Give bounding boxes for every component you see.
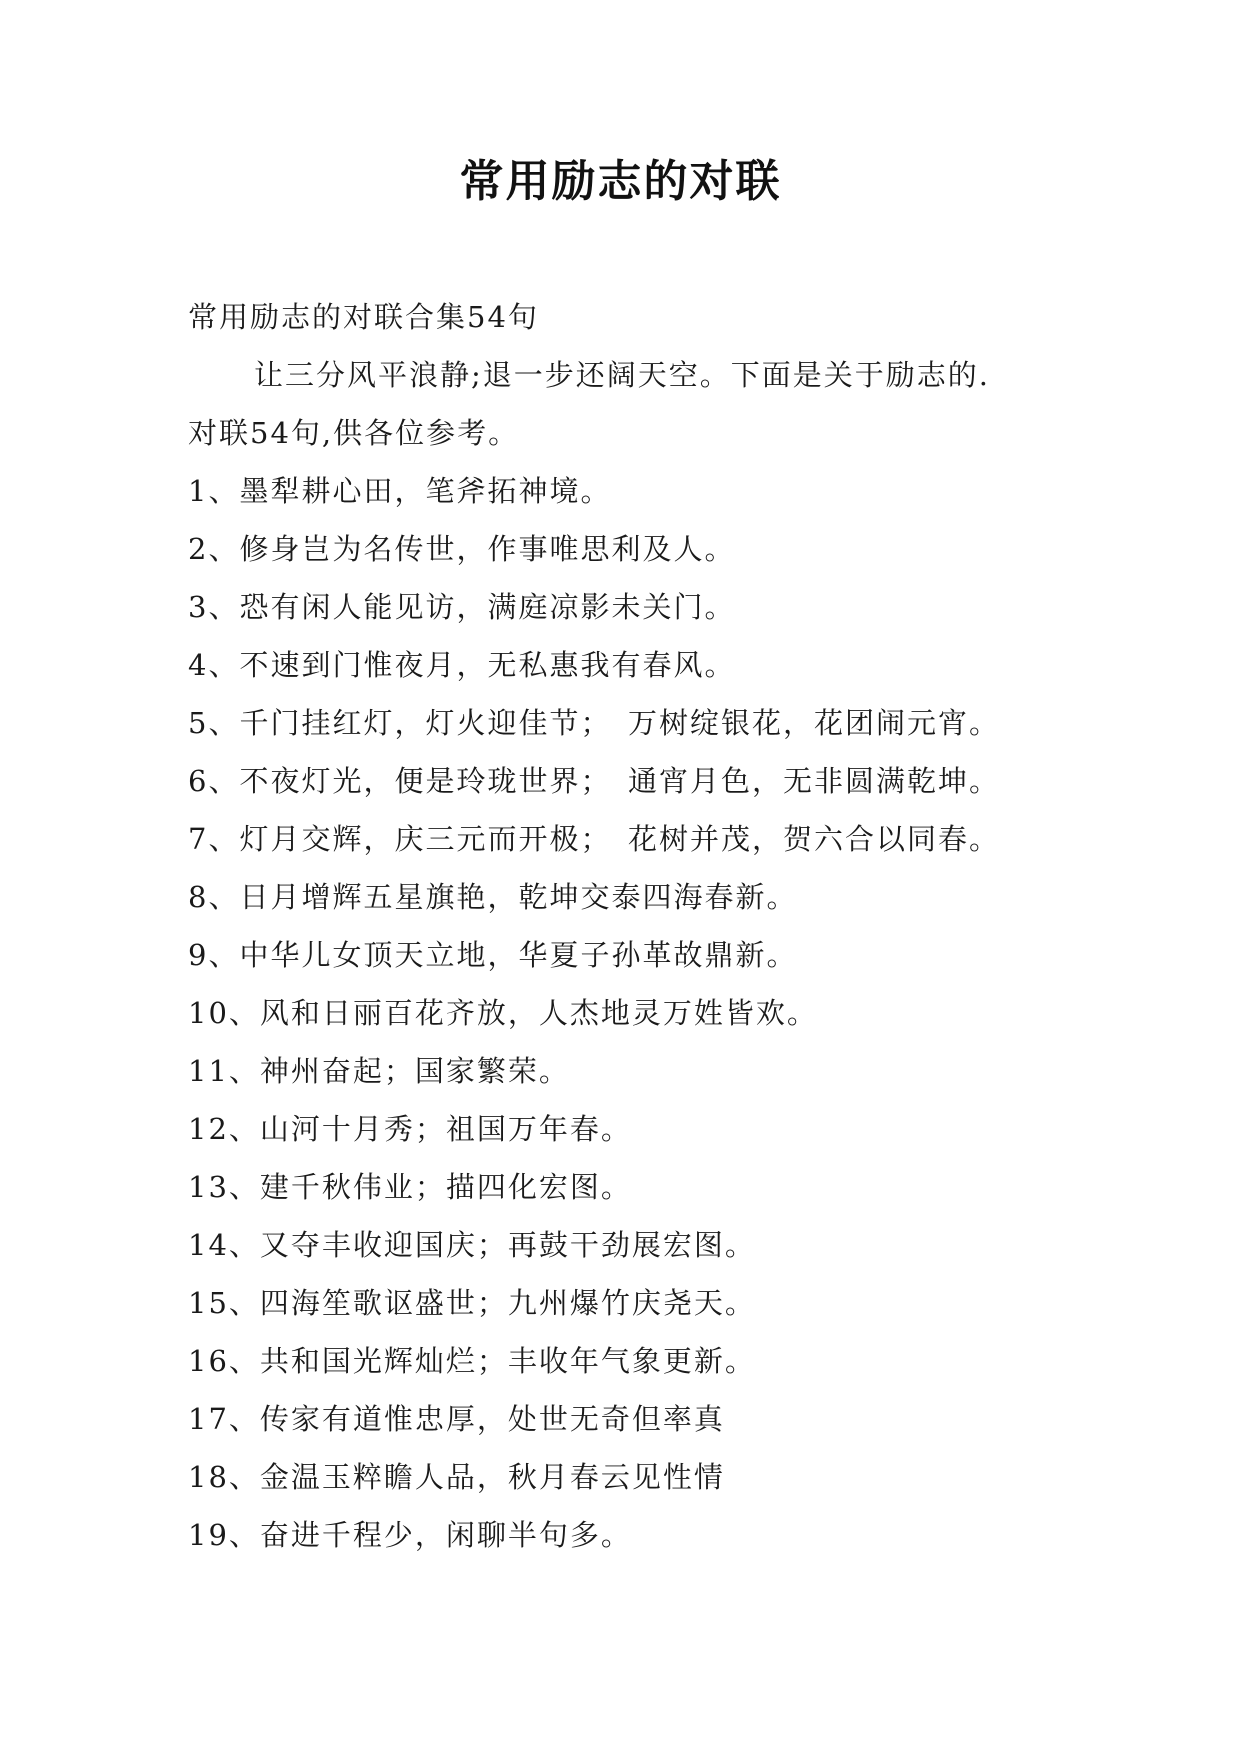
couplet-text: 山河十月秀；祖国万年春。 <box>259 1112 632 1146</box>
couplet-number: 6、 <box>188 764 240 798</box>
couplet-text: 又夺丰收迎国庆；再鼓干劲展宏图。 <box>259 1228 756 1262</box>
couplet-item <box>188 1332 1088 1390</box>
couplet-text: 墨犁耕心田，笔斧拓神境。 <box>239 474 612 508</box>
couplet-text: 金温玉粹瞻人品，秋月春云见性情 <box>259 1460 725 1494</box>
couplet-text: 不速到门惟夜月，无私惠我有春风。 <box>239 648 736 682</box>
couplet-text: 中华儿女顶天立地，华夏子孙革故鼎新。 <box>239 938 798 972</box>
couplet-number: 12、 <box>188 1112 260 1146</box>
couplet-text: 传家有道惟忠厚，处世无奇但率真 <box>259 1402 725 1436</box>
couplet-item <box>188 694 1088 752</box>
document-subtitle: 常用励志的对联合集54句 <box>188 300 539 334</box>
couplet-item <box>188 1506 1088 1564</box>
couplet-text: 修身岂为名传世，作事唯思利及人。 <box>239 532 736 566</box>
couplet-number: 18、 <box>188 1460 260 1494</box>
couplet-number: 3、 <box>188 590 240 624</box>
couplet-number: 17、 <box>188 1402 260 1436</box>
couplet-item <box>188 520 1088 578</box>
couplet-item <box>188 1158 1088 1216</box>
couplet-item <box>188 1448 1088 1506</box>
couplet-text: 风和日丽百花齐放，人杰地灵万姓皆欢。 <box>259 996 818 1030</box>
couplet-item <box>188 984 1088 1042</box>
couplet-item <box>188 1274 1088 1332</box>
couplet-text: 不夜灯光，便是玲珑世界； 通宵月色，无非圆满乾坤。 <box>239 764 1000 798</box>
couplet-number: 4、 <box>188 648 240 682</box>
couplet-text: 建千秋伟业；描四化宏图。 <box>259 1170 632 1204</box>
couplet-item <box>188 1216 1088 1274</box>
document-body <box>188 288 1088 1564</box>
couplet-number: 16、 <box>188 1344 260 1378</box>
couplet-number: 10、 <box>188 996 260 1030</box>
couplet-number: 9、 <box>188 938 240 972</box>
couplet-number: 11、 <box>188 1054 260 1088</box>
couplet-text: 共和国光辉灿烂；丰收年气象更新。 <box>259 1344 756 1378</box>
couplet-text: 奋进千程少，闲聊半句多。 <box>259 1518 632 1552</box>
couplet-number: 14、 <box>188 1228 260 1262</box>
couplet-number: 2、 <box>188 532 240 566</box>
couplet-item <box>188 752 1088 810</box>
document-title: 常用励志的对联 <box>459 156 782 207</box>
couplet-list <box>188 462 1088 1564</box>
couplet-item <box>188 1042 1088 1100</box>
couplet-number: 19、 <box>188 1518 260 1552</box>
couplet-text: 千门挂红灯，灯火迎佳节； 万树绽银花，花团闹元宵。 <box>239 706 1000 740</box>
couplet-text: 神州奋起；国家繁荣。 <box>259 1054 570 1088</box>
couplet-text: 日月增辉五星旗艳，乾坤交泰四海春新。 <box>239 880 798 914</box>
couplet-text: 四海笙歌讴盛世；九州爆竹庆尧天。 <box>259 1286 756 1320</box>
intro-paragraph-line-2: 对联54句,供各位参考。 <box>188 416 520 450</box>
couplet-text: 恐有闲人能见访，满庭凉影未关门。 <box>239 590 736 624</box>
intro-paragraph-line-1: 让三分风平浪静;退一步还阔天空。下面是关于励志的. <box>254 358 990 392</box>
couplet-item <box>188 868 1088 926</box>
couplet-item <box>188 636 1088 694</box>
couplet-item <box>188 1100 1088 1158</box>
couplet-number: 15、 <box>188 1286 260 1320</box>
couplet-item <box>188 926 1088 984</box>
couplet-item <box>188 462 1088 520</box>
couplet-item <box>188 810 1088 868</box>
couplet-item <box>188 578 1088 636</box>
couplet-number: 7、 <box>188 822 240 856</box>
couplet-number: 5、 <box>188 706 240 740</box>
couplet-number: 13、 <box>188 1170 260 1204</box>
couplet-number: 8、 <box>188 880 240 914</box>
couplet-number: 1、 <box>188 474 240 508</box>
couplet-text: 灯月交辉，庆三元而开极； 花树并茂，贺六合以同春。 <box>239 822 1000 856</box>
couplet-item <box>188 1390 1088 1448</box>
